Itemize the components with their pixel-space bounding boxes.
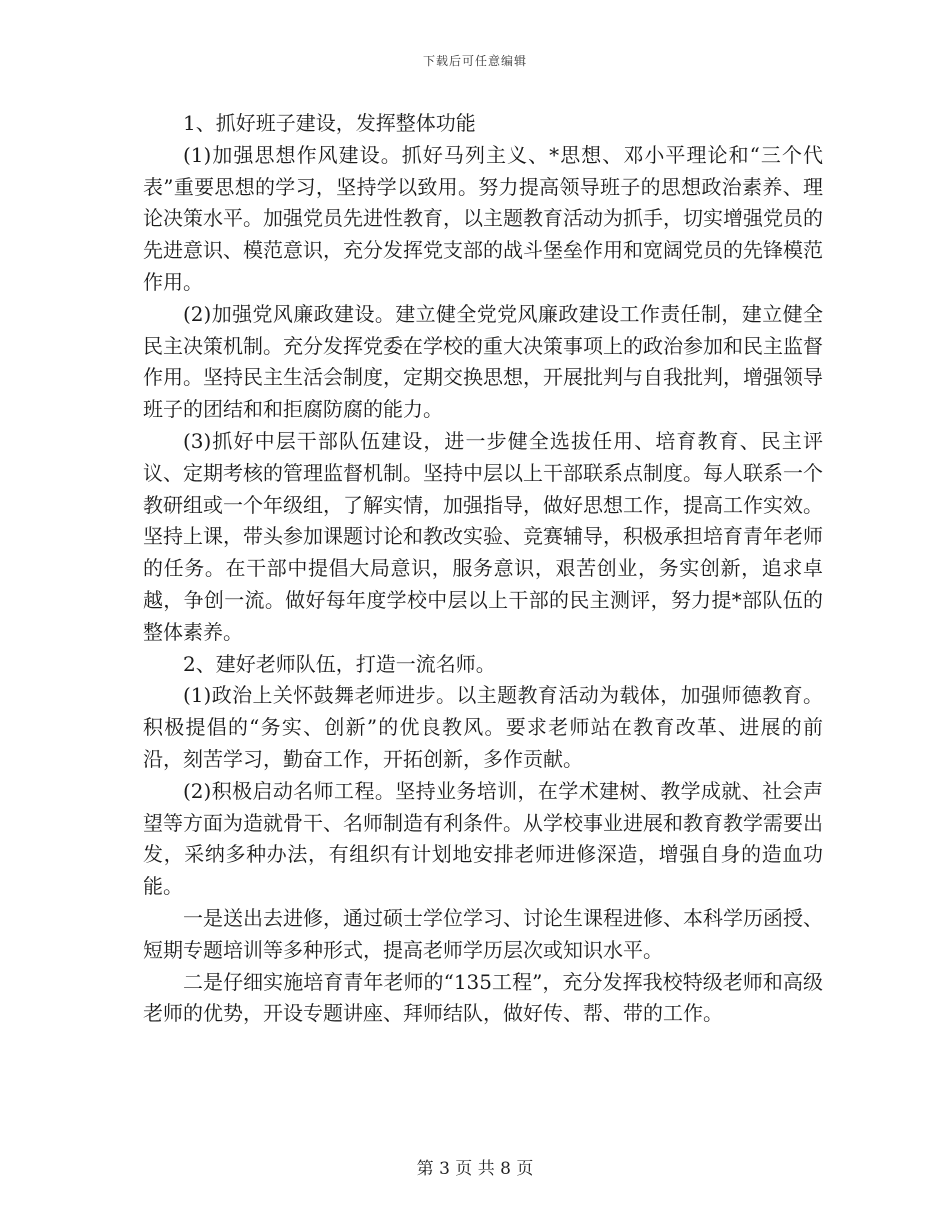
heading-teacher-team: 2、建好老师队伍，打造一流名师。 bbox=[183, 651, 496, 676]
page-header: 下载后可任意编辑 bbox=[422, 54, 527, 68]
paragraph-further-study: 一是送出去进修，通过硕士学位学习、讨论生课程进修、本科学历函授、短期专题培训等多种形式，提高老师学历层次或知识水平。 bbox=[143, 905, 823, 962]
page-number: 第 3 页 共 8 页 bbox=[416, 1159, 534, 1179]
document-body bbox=[143, 108, 823, 1030]
heading-team-building: 1、抓好班子建设，发挥整体功能 bbox=[183, 111, 476, 135]
paragraph-integrity: (2)加强党风廉政建设。建立健全党党风廉政建设工作责任制，建立健全民主决策机制。充分发挥党委在学校的重大决策事项上的政治参加和民主监督作用。坚持民主生活会制度，定期交换思想，开展批判与自我批判，增强领导班子的团结和和拒腐防腐的能力。 bbox=[143, 301, 823, 422]
paragraph-political-care: (1)政治上关怀鼓舞老师进步。以主题教育活动为载体，加强师德教育。积极提倡的“务实、创新”的优良教风。要求老师站在教育改革、进展的前沿，刻苦学习，勤奋工作，开拓创新，多作贡献。 bbox=[143, 683, 823, 771]
paragraph-famous-teacher: (2)积极启动名师工程。坚持业务培训，在学术建树、教学成就、社会声望等方面为造就骨干、名师制造有利条件。从学校事业进展和教育教学需要出发，采纳多种办法，有组织有计划地安排老师进修深造，增强自身的造血功能。 bbox=[143, 778, 823, 899]
paragraph-middle-cadres: (3)抓好中层干部队伍建设，进一步健全选拔任用、培育教育、民主评议、定期考核的管理监督机制。坚持中层以上干部联系点制度。每人联系一个教研组或一个年级组，了解实情，加强指导，做好思想工作，提高工作实效。坚持上课，带头参加课题讨论和教改实验、竞赛辅导，积极承担培育青年老师的任务。在干部中提倡大局意识，服务意识，艰苦创业，务实创新，追求卓越，争创一流。做好每年度学校中层以上干部的民主测评，努力提*部队伍的整体素养。 bbox=[143, 428, 823, 644]
paragraph-135-project: 二是仔细实施培育青年老师的“135工程”，充分发挥我校特级老师和高级老师的优势，开设专题讲座、拜师结队，做好传、帮、带的工作。 bbox=[143, 969, 823, 1026]
paragraph-ideology: (1)加强思想作风建设。抓好马列主义、*思想、邓小平理论和“三个代表”重要思想的学习，坚持学以致用。努力提高领导班子的思想政治素养、理论决策水平。加强党员先进性教育，以主题教育活动为抓手，切实增强党员的先进意识、模范意识，充分发挥党支部的战斗堡垒作用和宽阔党员的先锋模范作用。 bbox=[143, 142, 823, 294]
